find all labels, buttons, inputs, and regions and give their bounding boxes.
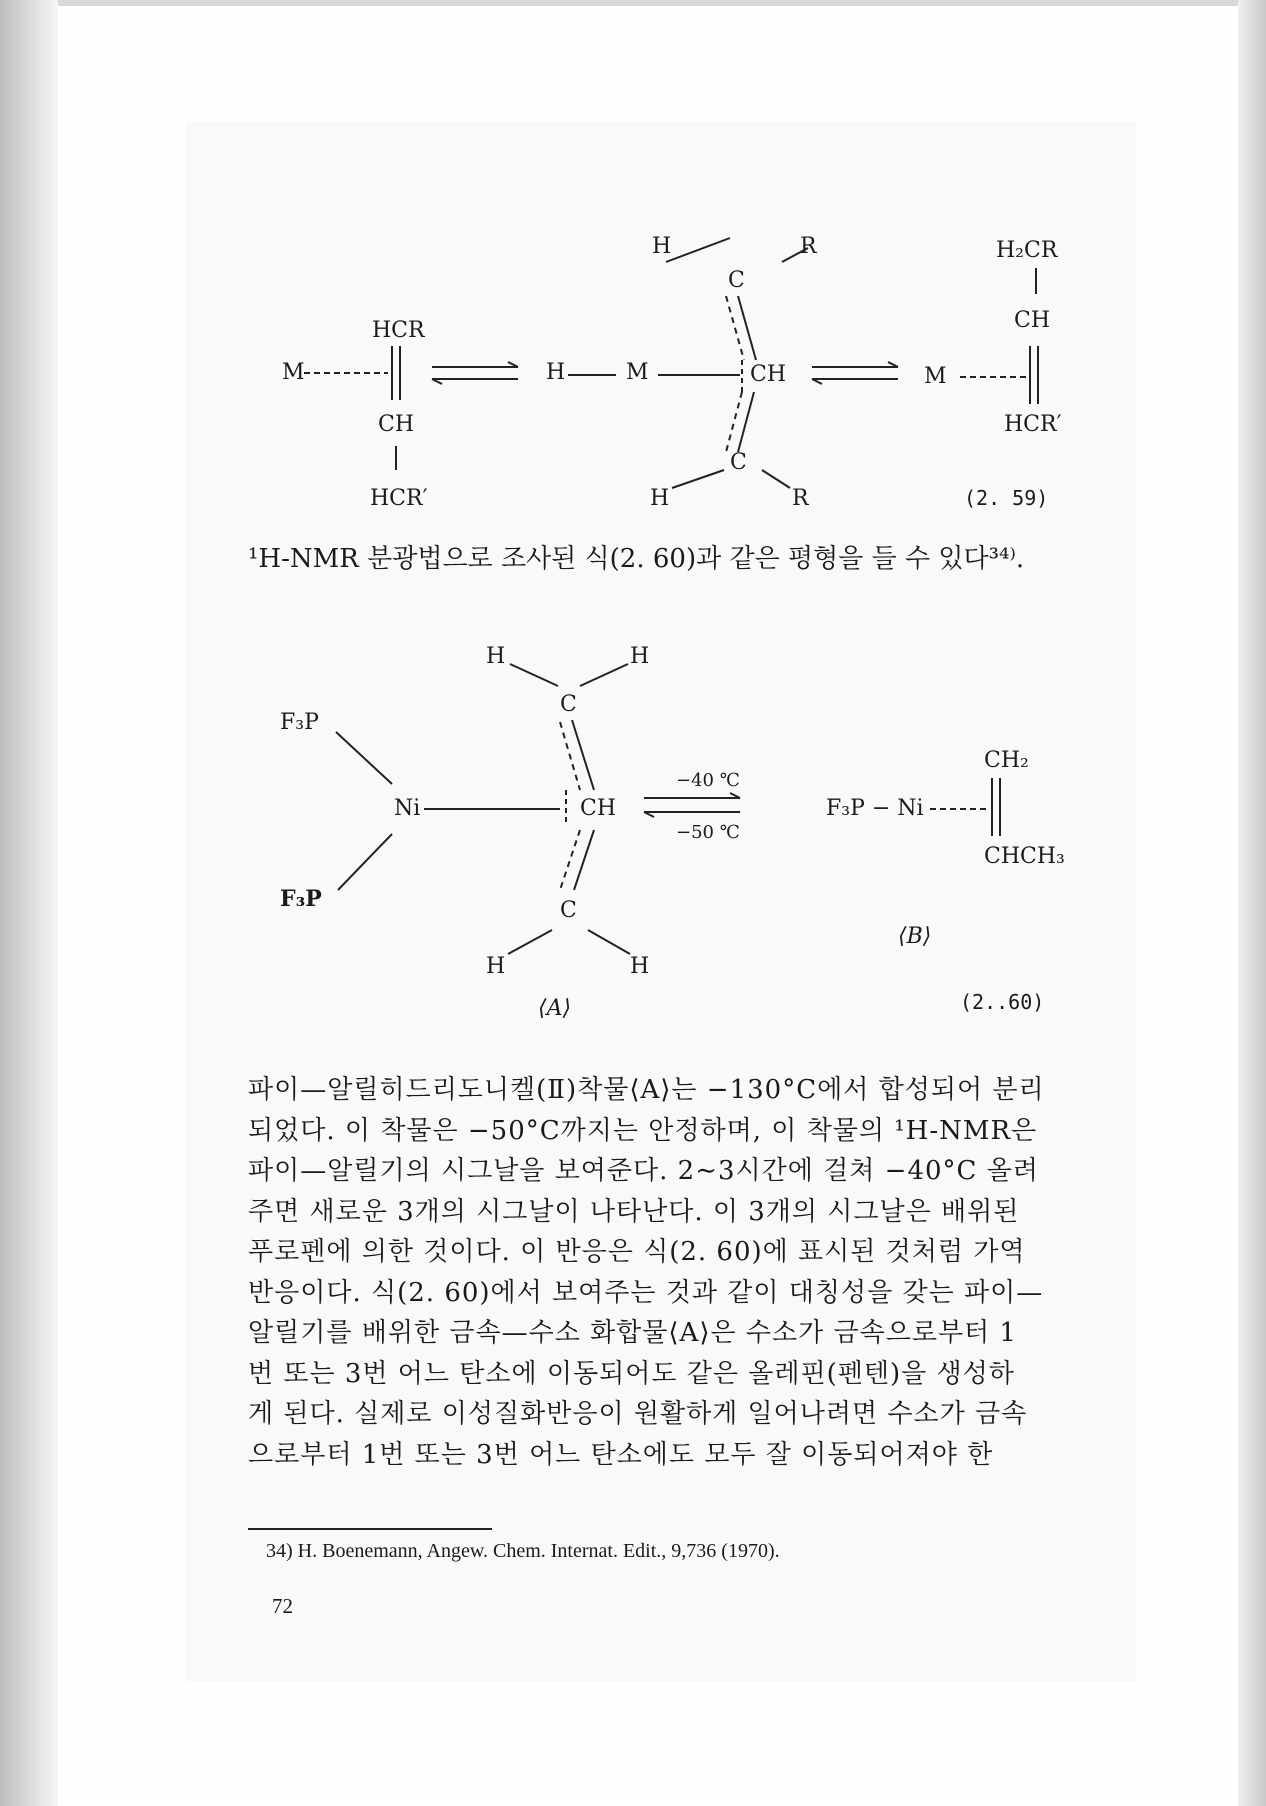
text-line: 게 된다. 실제로 이성질화반응이 원활하게 일어나려면 수소가 금속 xyxy=(248,1399,1028,1429)
text-line: 되었다. 이 착물은 −50°C까지는 안정하며, 이 착물의 ¹H-NMR은 xyxy=(248,1115,1038,1146)
caption-line: ¹H-NMR 분광법으로 조사된 식(2. 60)과 같은 평형을 들 수 있다³⁴⁾. xyxy=(248,544,1025,574)
eq60-h-bottom-left: H xyxy=(486,954,506,979)
text-line: 주면 새로운 3개의 시그날이 나타난다. 이 3개의 시그날은 배위된 xyxy=(248,1196,1020,1227)
eq59-metal-left: M xyxy=(282,360,305,385)
text-line: 번 또는 3번 어느 탄소에 이동되어도 같은 올레핀(펜텐)을 생성하 xyxy=(248,1358,1015,1389)
text-line: 파이—알릴기의 시그날을 보여준다. 2∼3시간에 걸쳐 −40°C 올려 xyxy=(248,1156,1039,1186)
eq60-f3p-ni: F₃P − Ni xyxy=(826,796,924,821)
eq60-label-a: ⟨A⟩ xyxy=(538,996,572,1021)
eq60-p-ni-bond-bottom xyxy=(338,834,392,890)
body-paragraph xyxy=(248,1070,1092,1475)
eq60-f3p-top: F₃P xyxy=(280,710,319,735)
eq60-h-top-left: H xyxy=(486,644,506,669)
eq60-h-bottom-right: H xyxy=(630,954,650,979)
eq59-c-top: C xyxy=(728,268,745,293)
eq59-number: (2. 59) xyxy=(964,486,1049,510)
eq59-metal-right: M xyxy=(924,364,947,389)
eq59-hydride: H xyxy=(546,360,566,385)
text-line: 알릴기를 배위한 금속—수소 화합물⟨A⟩은 수소가 금속으로부터 1 xyxy=(248,1318,1017,1348)
eq59-ch-center: CH xyxy=(750,362,787,387)
eq60-ch: CH xyxy=(580,796,617,821)
eq60-p-ni-bond-top xyxy=(336,732,392,784)
footnote: 34) H. Boenemann, Angew. Chem. Internat. Edit., 9,736 (1970). xyxy=(266,1540,780,1562)
eq59-metal-center: M xyxy=(626,360,649,385)
eq60-c-bottom: C xyxy=(560,898,577,923)
eq59-h-bottom-left: H xyxy=(650,486,670,511)
eq60-f3p-bottom: F₃P xyxy=(280,886,322,912)
eq59-hcr-bottom: HCR′ xyxy=(370,486,428,511)
eq60-c-top: C xyxy=(560,692,577,717)
eq59-c-bottom: C xyxy=(730,450,747,475)
eq60-label-b: ⟨B⟩ xyxy=(898,924,932,949)
eq59-h2cr: H₂CR xyxy=(996,238,1058,263)
page-number: 72 xyxy=(272,1594,293,1618)
text-line: 으로부터 1번 또는 3번 어느 탄소에도 모두 잘 이동되어져야 한 xyxy=(248,1439,994,1470)
eq60-temp-reverse: −50 ℃ xyxy=(676,822,740,843)
eq60-ni: Ni xyxy=(394,796,421,821)
eq60-number: (2..60) xyxy=(960,990,1045,1014)
eq59-h-top-left: H xyxy=(652,234,672,259)
eq59-ch-left: CH xyxy=(378,412,415,437)
text-line: 푸로펜에 의한 것이다. 이 반응은 식(2. 60)에 표시된 것처럼 가역 xyxy=(248,1237,1026,1267)
footnote-rule xyxy=(248,1528,492,1530)
eq59-r-bottom-right: R xyxy=(792,486,809,511)
eq59-hcr-top: HCR xyxy=(372,318,425,343)
eq59-ch-right: CH xyxy=(1014,308,1051,333)
eq59-hcr-right: HCR′ xyxy=(1004,412,1062,437)
eq59-r-top-right: R xyxy=(800,234,817,259)
eq60-temp-forward: −40 ℃ xyxy=(676,770,740,791)
eq60-h-top-right: H xyxy=(630,644,650,669)
text-line: 파이—알릴히드리도니켈(Ⅱ)착물⟨A⟩는 −130°C에서 합성되어 분리 xyxy=(248,1075,1045,1105)
text-line: 반응이다. 식(2. 60)에서 보여주는 것과 같이 대칭성을 갖는 파이— xyxy=(248,1277,1044,1308)
eq60-chch3: CHCH₃ xyxy=(984,844,1065,869)
eq60-ch2: CH₂ xyxy=(984,748,1029,773)
